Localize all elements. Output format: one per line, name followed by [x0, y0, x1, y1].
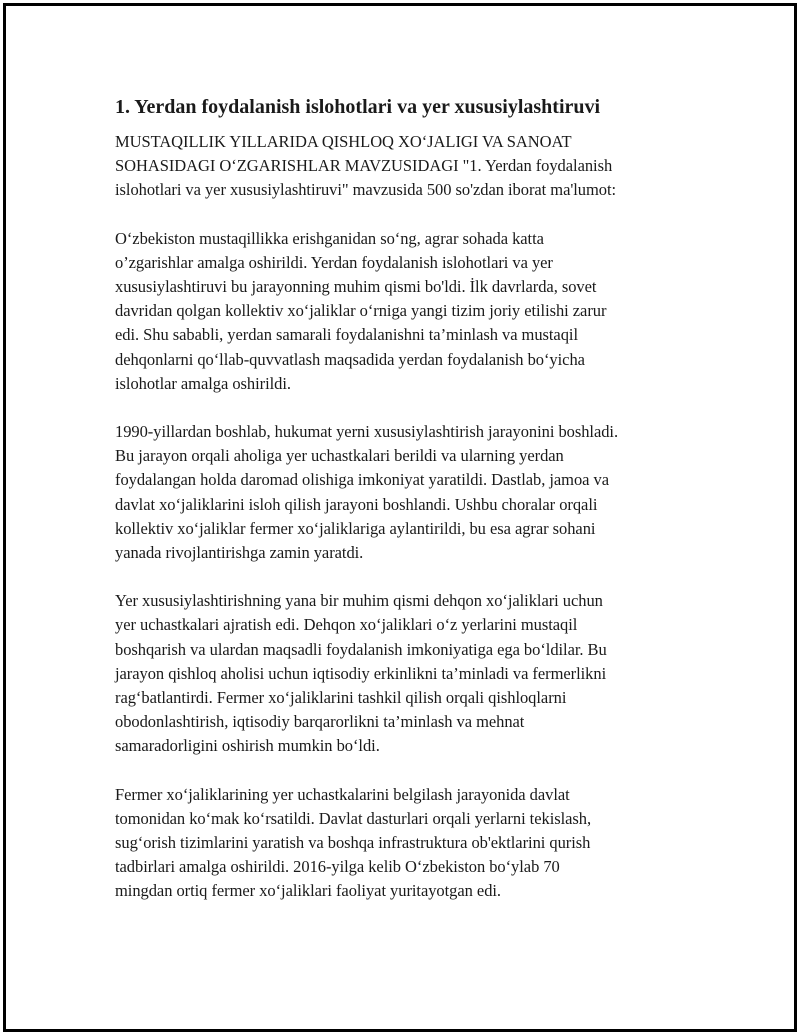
paragraph-line: sug‘orish tizimlarini yaratish va boshqa infrastruktura ob'ektlarini qurish: [115, 833, 591, 853]
paragraph-line: xususiylashtiruvi bu jarayonning muhim qismi bo'ldi. İlk davrlarda, sovet: [115, 277, 597, 297]
paragraph: [115, 130, 705, 203]
paragraph-line: jarayon qishloq aholisi uchun iqtisodiy erkinlikni ta’minladi va fermerlikni: [115, 663, 607, 683]
paragraph-line: davridan qolgan kollektiv xo‘jaliklar o‘rniga yangi tizim joriy etilishi zarur: [115, 301, 607, 321]
paragraph-line: SOHASIDAGI O‘ZGARISHLAR MAVZUSIDAGI "1. Yerdan foydalanish: [115, 156, 613, 176]
paragraph-line: tomonidan ko‘mak ko‘rsatildi. Davlat dasturlari orqali yerlarni tekislash,: [115, 808, 592, 828]
paragraph-line: foydalangan holda daromad olishiga imkoniyat yaratildi. Dastlab, jamoa va: [115, 470, 609, 490]
paragraph-line: o’zgarishlar amalga oshirildi. Yerdan foydalanish islohotlari va yer: [115, 252, 553, 272]
paragraph-line: Yer xususiylashtirishning yana bir muhim qismi dehqon xo‘jaliklari uchun: [115, 591, 603, 611]
paragraph-line: kollektiv xo‘jaliklar fermer xo‘jaliklariga aylantirildi, bu esa agrar sohani: [115, 518, 596, 538]
paragraph-line: Fermer xo‘jaliklarining yer uchastkalarini belgilash jarayonida davlat: [115, 784, 570, 804]
paragraph-line: O‘zbekiston mustaqillikka erishganidan so‘ng, agrar sohada katta: [115, 228, 544, 248]
paragraph: [115, 227, 705, 396]
document-body: [115, 94, 705, 928]
paragraph-line: islohotlari va yer xususiylashtiruvi" mavzusida 500 so'zdan iborat ma'lumot:: [115, 180, 617, 200]
paragraph-line: mingdan ortiq fermer xo‘jaliklari faoliyat yuritayotgan edi.: [115, 881, 501, 901]
paragraph: [115, 589, 705, 758]
paragraph-line: davlat xo‘jaliklarini isloh qilish jarayoni boshlandi. Ushbu choralar orqali: [115, 494, 598, 514]
paragraph: [115, 783, 705, 904]
paragraph-line: obodonlashtirish, iqtisodiy barqarorlikni ta’minlash va mehnat: [115, 712, 525, 732]
paragraph-line: yer uchastkalari ajratish edi. Dehqon xo‘jaliklari o‘z yerlarini mustaqil: [115, 615, 578, 635]
paragraph-line: edi. Shu sababli, yerdan samarali foydalanishni ta’minlash va mustaqil: [115, 325, 578, 345]
paragraph-line: boshqarish va ulardan maqsadli foydalanish imkoniyatiga ega bo‘ldilar. Bu: [115, 639, 607, 659]
paragraph-line: samaradorligini oshirish mumkin bo‘ldi.: [115, 736, 380, 756]
paragraph: [115, 420, 705, 565]
paragraph-line: yanada rivojlantirishga zamin yaratdi.: [115, 543, 364, 563]
paragraph-line: dehqonlarni qo‘llab-quvvatlash maqsadida yerdan foydalanish bo‘yicha: [115, 349, 585, 369]
paragraph-line: tadbirlari amalga oshirildi. 2016-yilga kelib O‘zbekiston bo‘ylab 70: [115, 857, 560, 877]
paragraph-line: 1990-yillardan boshlab, hukumat yerni xususiylashtirish jarayonini boshladi.: [115, 422, 619, 442]
paragraph-list: [115, 130, 705, 904]
paragraph-line: rag‘batlantirdi. Fermer xo‘jaliklarini tashkil qilish orqali qishloqlarni: [115, 688, 567, 708]
paragraph-line: Bu jarayon orqali aholiga yer uchastkalari berildi va ularning yerdan: [115, 446, 564, 466]
document-heading: 1. Yerdan foydalanish islohotlari va yer xususiylashtiruvi: [115, 96, 601, 118]
paragraph-line: MUSTAQILLIK YILLARIDA QISHLOQ XO‘JALIGI VA SANOAT: [115, 132, 572, 151]
paragraph-line: islohotlar amalga oshirildi.: [115, 373, 291, 393]
